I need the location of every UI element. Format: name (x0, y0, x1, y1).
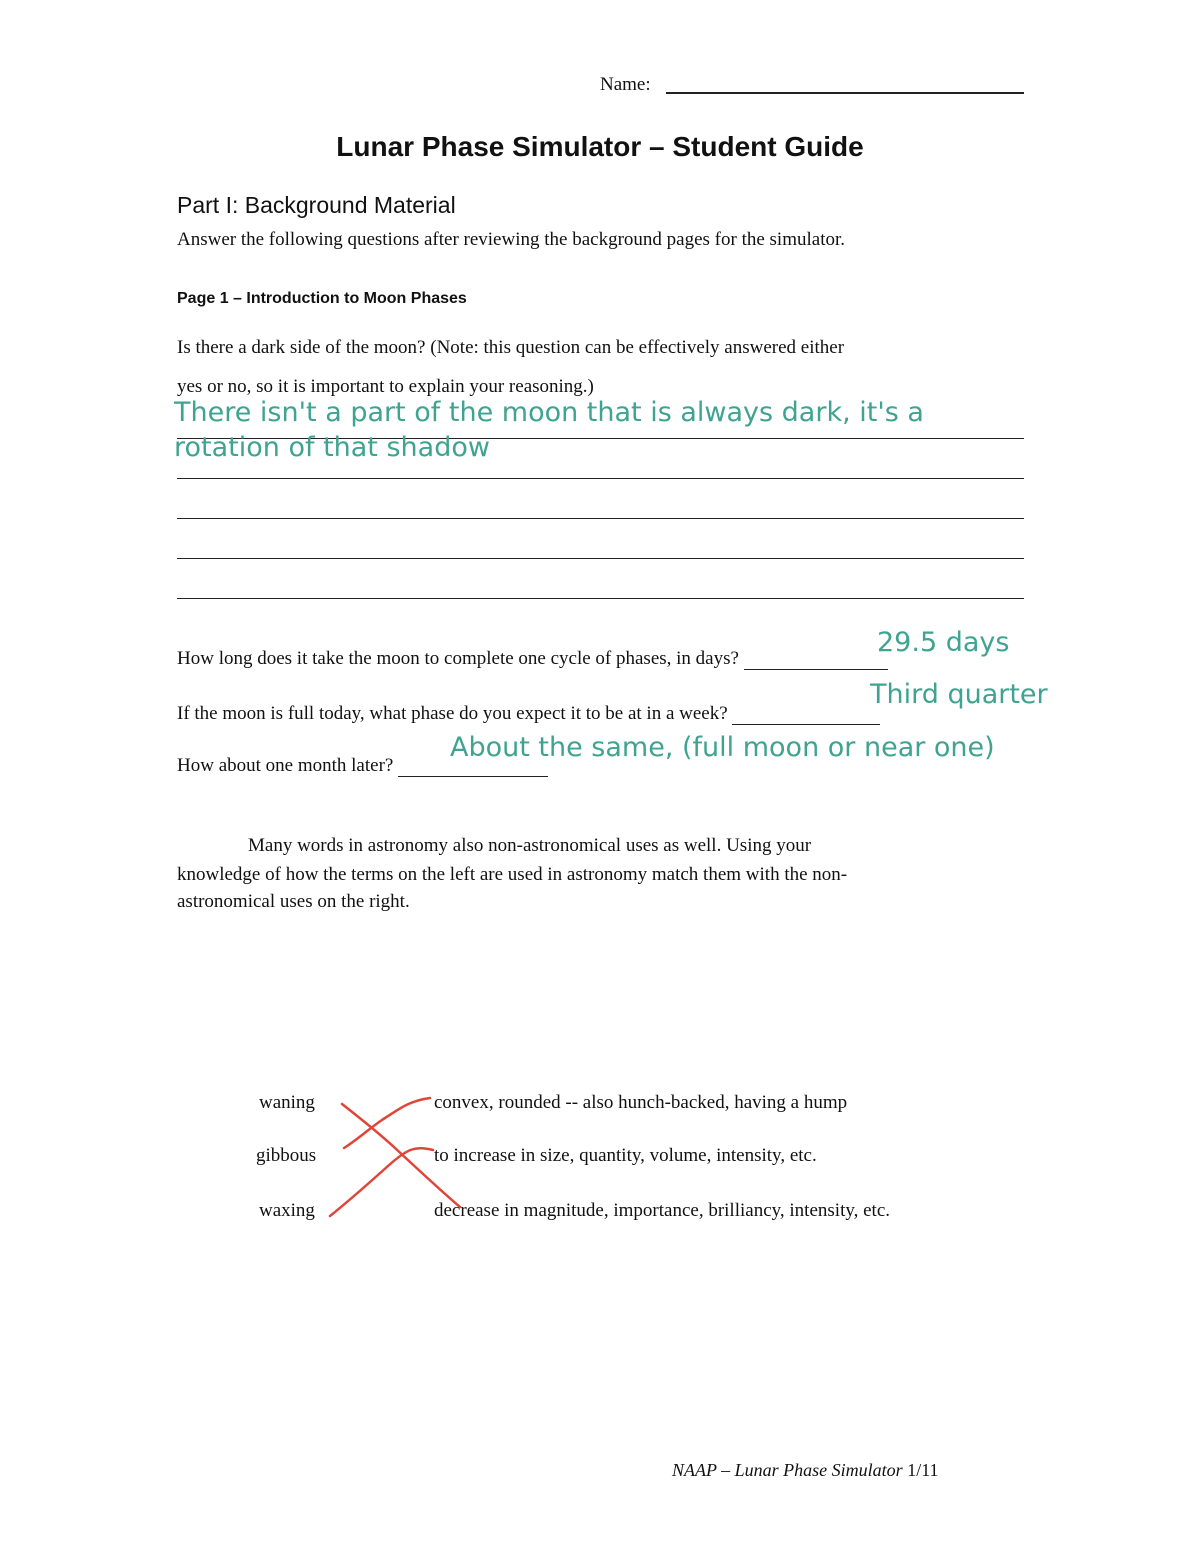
match-line-waxing-increase (330, 1148, 433, 1216)
handwritten-answer-dark-side-line2: rotation of that shadow (174, 432, 490, 463)
page-number: 1/11 (907, 1460, 939, 1480)
name-label: Name: (600, 74, 651, 95)
question-week-phase-text: If the moon is full today, what phase do you expect it to be at in a week? (177, 703, 728, 724)
part-instructions: Answer the following questions after reviewing the background pages for the simulator. (177, 229, 845, 250)
question-cycle-length-text: How long does it take the moon to complete one cycle of phases, in days? (177, 648, 739, 669)
section-heading: Page 1 – Introduction to Moon Phases (177, 290, 467, 307)
term-waning: waning (259, 1092, 315, 1113)
definition-decrease: decrease in magnitude, importance, brilliancy, intensity, etc. (434, 1200, 891, 1221)
handwritten-answer-week: Third quarter (870, 679, 1048, 710)
words-paragraph-line2: knowledge of how the terms on the left are used in astronomy match them with the non- (177, 864, 848, 885)
definition-convex: convex, rounded -- also hunch-backed, having a hump (434, 1092, 848, 1113)
page-title: Lunar Phase Simulator – Student Guide (336, 131, 864, 162)
footer-source: NAAP – Lunar Phase Simulator (672, 1460, 903, 1480)
handwritten-answer-dark-side: There isn't a part of the moon that is always dark, it's a (174, 397, 924, 428)
question-dark-side-line2: yes or no, so it is important to explain your reasoning.) (177, 376, 594, 397)
footer (672, 1460, 939, 1481)
words-paragraph-line3: astronomical uses on the right. (177, 891, 410, 912)
handwritten-answer-cycle: 29.5 days (877, 627, 1010, 658)
term-waxing: waxing (259, 1200, 315, 1221)
part-heading: Part I: Background Material (177, 192, 456, 218)
handwritten-answer-month: About the same, (full moon or near one) (450, 732, 995, 763)
words-paragraph-line1: Many words in astronomy also non-astronomical uses as well. Using your (248, 835, 812, 856)
term-gibbous: gibbous (256, 1145, 317, 1166)
question-month-later-text: How about one month later? (177, 755, 394, 776)
question-dark-side: Is there a dark side of the moon? (Note: this question can be effectively answered either (177, 337, 845, 358)
definition-increase: to increase in size, quantity, volume, intensity, etc. (434, 1145, 817, 1166)
